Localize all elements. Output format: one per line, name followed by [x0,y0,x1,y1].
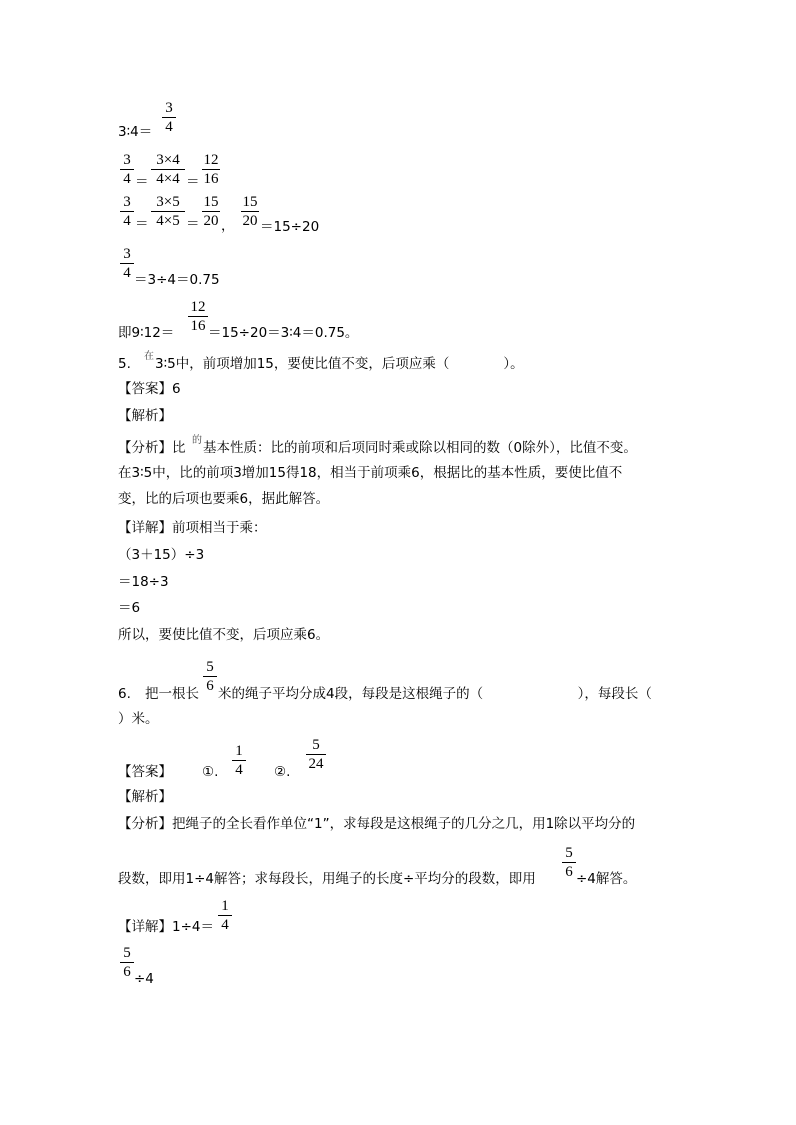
equals-sign: ＝ [135,174,149,190]
fraction-bar [162,117,176,118]
fraction-bar [218,915,232,916]
denominator: 24 [308,756,324,772]
analysis-text: 【分析】把绳子的全长看作单位“1”，求每段是这根绳子的几分之几，用1除以平均分的 [118,816,636,832]
fraction-bar [120,169,134,170]
question-number: 6. [118,686,131,702]
denominator: 20 [203,213,219,229]
numerator: 1 [221,898,229,914]
solution-step: （3＋15）÷3 [118,547,205,563]
fraction-bar [188,316,208,317]
denominator: 16 [190,318,206,334]
analysis-head: 【分析】比 [118,440,186,456]
fraction-bar [232,760,246,761]
numerator: 3 [123,194,131,210]
analysis-title: 【解析】 [118,408,172,424]
fraction [203,659,217,694]
ratio-equation-left: 3∶4＝ [118,124,153,140]
numerator: 5 [565,845,573,861]
analysis-text: 基本性质：比的前项和后项同时乘或除以相同的数（0除外），比值不变。 [203,440,637,456]
denominator: 20 [242,213,258,229]
numerator: 1 [235,743,243,759]
equation-tail: ＝15÷20 [260,219,320,235]
denominator: 6 [206,678,214,694]
denominator: 16 [203,171,219,187]
analysis-text: 段数，即用1÷4解答；求每段长，用绳子的长度÷平均分的段数，即用 [118,871,536,887]
fraction-bar [202,211,220,212]
numerator: 3 [165,100,173,116]
solution-step: ＝18÷3 [118,574,169,590]
detail-head: 【详解】1÷4＝ [118,919,214,935]
numerator: 3×5 [156,194,180,210]
question-text: 把一根长 [145,686,199,702]
fraction [120,194,134,229]
equals-sign: ＝ [135,216,149,232]
analysis-text: 在3∶5中，比的前项3增加15得18，相当于前项乘6，根据比的基本性质，要使比值不 [118,465,623,481]
denominator: 4 [123,213,131,229]
fraction-three-quarters [162,100,176,135]
small-annotation: 在 [144,351,154,362]
analysis-text: ÷4解答。 [576,871,637,887]
fraction-bar [241,211,259,212]
fraction-bar [120,211,134,212]
conclusion: 所以，要使比值不变，后项应乘6。 [118,627,330,643]
answer-label: 【答案】 [118,764,172,780]
expression-tail: ÷4 [134,971,154,987]
fraction [562,845,576,880]
analysis-title: 【解析】 [118,789,172,805]
fraction [306,737,326,772]
numerator: 3 [123,152,131,168]
fraction-bar [151,169,185,170]
denominator: 4×4 [156,171,180,187]
fraction-bar [203,676,217,677]
fraction-bar [562,862,576,863]
numerator: 5 [312,737,320,753]
comma: ， [221,218,235,234]
numerator: 3 [123,246,131,262]
equals-sign: ＝ [186,174,200,190]
solution-step: ＝6 [118,600,141,616]
fraction-bar [120,962,134,963]
question-text: 3∶5中，前项增加15，要使比值不变，后项应乘（ ）。 [155,356,524,372]
fraction [120,152,134,187]
fraction [120,945,134,980]
fraction-bar [306,754,326,755]
denominator: 4 [123,265,131,281]
fraction [120,246,134,281]
question-number: 5. [118,356,131,372]
numerator: 12 [190,299,206,315]
denominator: 6 [565,864,573,880]
fraction [218,898,232,933]
denominator: 4 [221,917,229,933]
fraction [232,743,246,778]
numerator: 12 [203,152,219,168]
fraction-bar [151,211,185,212]
detail-head: 【详解】前项相当于乘： [118,520,267,536]
denominator: 6 [123,964,131,980]
small-annotation: 的 [192,435,202,446]
question-text: ）米。 [118,711,159,727]
denominator: 4 [165,119,173,135]
fraction-bar [120,263,134,264]
denominator: 4 [235,762,243,778]
question-text: 米的绳子平均分成4段，每段是这根绳子的（ ），每段长（ [218,686,652,702]
answer-line: 【答案】6 [118,381,181,397]
fraction [151,194,185,229]
equation-tail: ＝3÷4＝0.75 [134,272,220,288]
numerator: 3×4 [156,152,180,168]
equals-sign: ＝ [186,216,200,232]
fraction [151,152,185,187]
denominator: 4×5 [156,213,180,229]
answer-marker: ①. [202,764,219,780]
analysis-text: 变，比的后项也要乘6，据此解答。 [118,491,330,507]
numerator: 15 [242,194,258,210]
fraction [188,299,208,334]
fraction [202,152,220,187]
fraction-bar [202,169,220,170]
answer-marker: ②. [274,764,291,780]
summary-equation-head: 即9∶12＝ [118,325,175,341]
numerator: 5 [206,659,214,675]
numerator: 15 [203,194,219,210]
fraction [202,194,220,229]
denominator: 4 [123,171,131,187]
fraction [241,194,259,229]
summary-equation-tail: ＝15÷20＝3∶4＝0.75。 [208,325,359,341]
numerator: 5 [123,945,131,961]
